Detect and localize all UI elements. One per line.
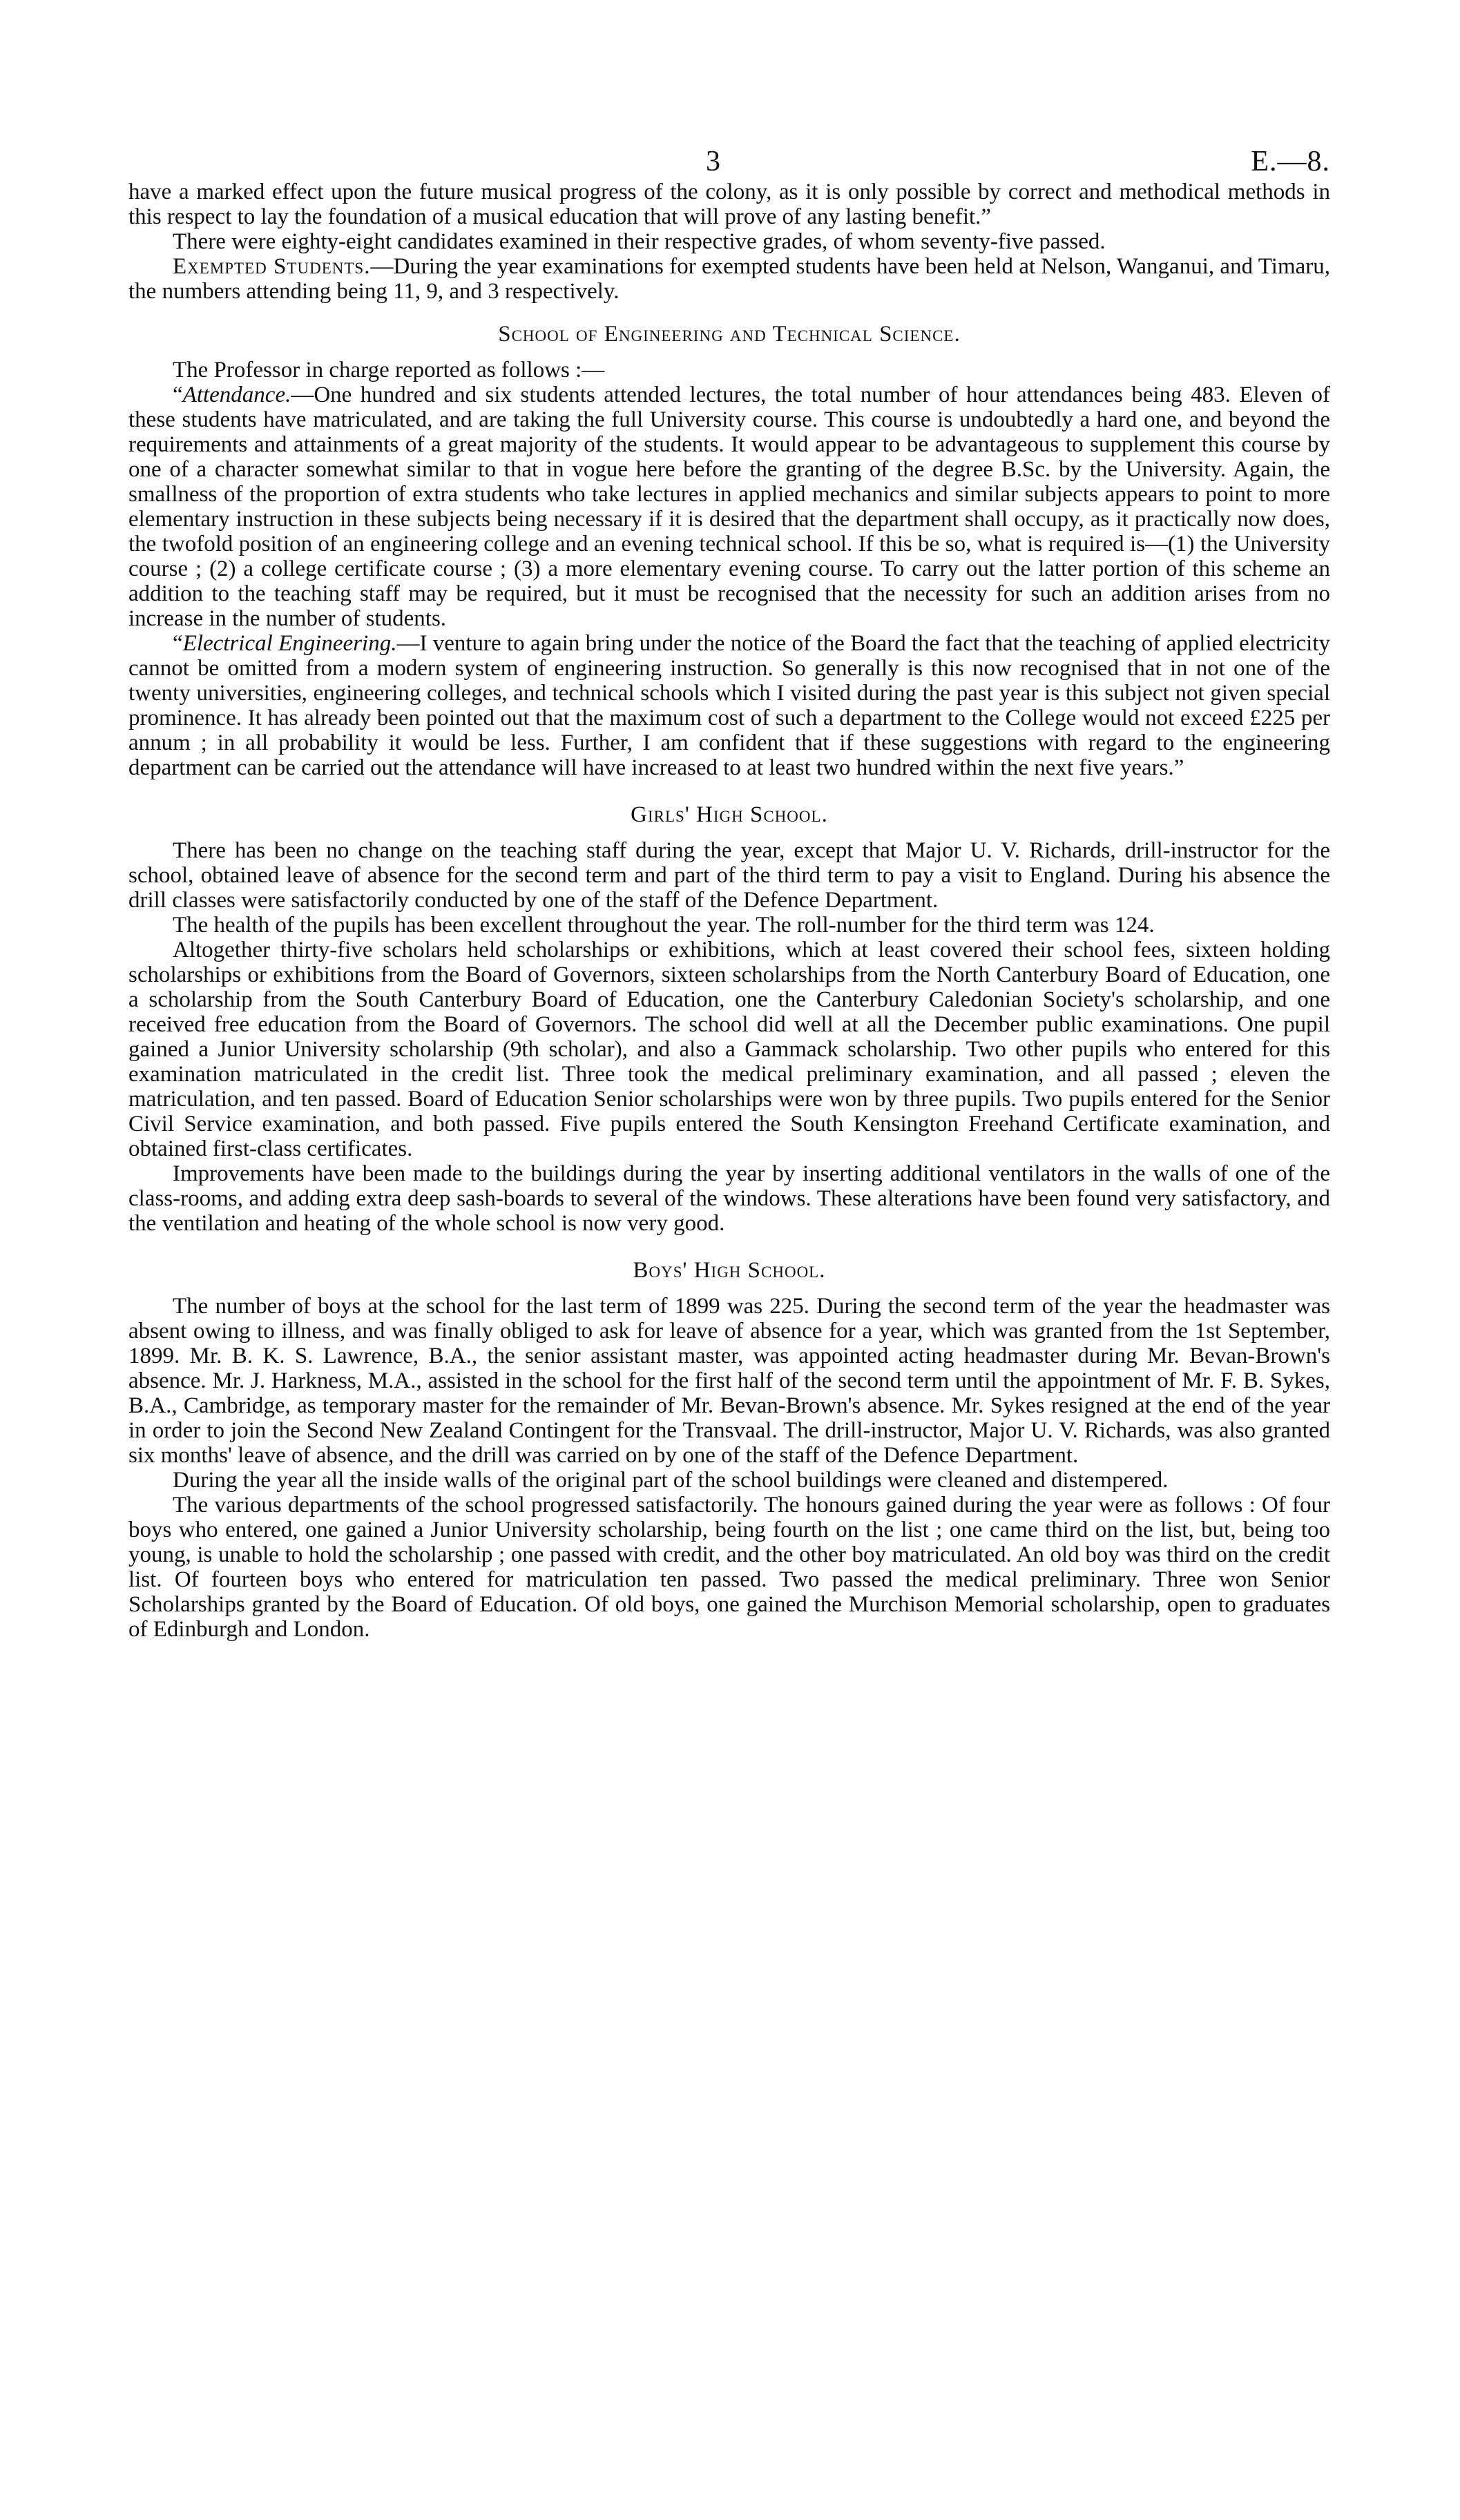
- girls-high-school-section: [128, 802, 1330, 1236]
- girls-paragraph: There has been no change on the teaching staff during the year, except that Major U. V. Richards, drill-instructor for the school, obtained leave of absence for the second term and part of the third term to pay a visit to England. During his absence the drill classes were satisfactorily conducted by one of the staff of the Defence Department.: [128, 838, 1330, 913]
- electrical-engineering-text: —I venture to again bring under the notice of the Board the fact that the teaching of applied electricity cannot be omitted from a modern system of engineering instruction. So generally is this now recognised that in not one of the twenty universities, engineering colleges, and technical schools which I visited during the past year is this subject not given special prominence. It has already been pointed out that the maximum cost of such a department to the College would not exceed £225 per annum ; in all probability it would be less. Further, I am confident that if these suggestions with regard to the engineering department can be carried out the attendance will have increased to at least two hundred within the next five years.”: [128, 631, 1330, 780]
- girls-paragraph: Improvements have been made to the buildings during the year by inserting additional ventilators in the walls of one of the class-rooms, and adding extra deep sash-boards to several of the windows. These alterations have been found very satisfactory, and the ventilation and heating of the whole school is now very good.: [128, 1161, 1330, 1236]
- exempted-students-paragraph: [128, 254, 1330, 304]
- exempted-students-label: Exempted Students.: [173, 254, 371, 279]
- boys-high-school-heading: Boys' High School.: [633, 1258, 826, 1283]
- exempted-students-text: —During the year examinations for exempted students have been held at Nelson, Wanganui, and Timaru, the numbers attending being 11, 9, and 3 respectively.: [128, 254, 1331, 304]
- engineering-section: [128, 322, 1330, 780]
- girls-paragraph: The health of the pupils has been excellent throughout the year. The roll-number for the third term was 124.: [173, 913, 1155, 938]
- girls-paragraph: Altogether thirty-five scholars held scholarships or exhibitions, which at least covered their school fees, sixteen holding scholarships or exhibitions from the Board of Governors, sixteen scholarships from the North Canterbury Board of Education, one a scholarship from the South Canterbury Board of Education, one the Canterbury Caledonian Society's scholarship, and one received free education from the Board of Governors. The school did well at all the December public examinations. One pupil gained a Junior University scholarship (9th scholar), and also a Gammack scholarship. Two other pupils who entered for this examination matriculated in the credit list. Three took the medical preliminary examination, and all passed ; eleven the matriculation, and ten passed. Board of Education Senior scholarships were won by three pupils. Two pupils entered for the Senior Civil Service examination, and both passed. Five pupils entered the South Kensington Freehand Certificate examination, and obtained first-class certificates.: [128, 938, 1330, 1161]
- candidates-paragraph: There were eighty-eight candidates examined in their respective grades, of whom seventy-five passed.: [173, 229, 1106, 254]
- electrical-engineering-label: Electrical Engineering.: [182, 631, 397, 656]
- document-page: [128, 138, 1330, 1642]
- document-reference: E.—8.: [1251, 146, 1330, 177]
- electrical-engineering-paragraph: “Electrical Engineering.—I venture to again bring under the notice of the Board the fact that the teaching of applied electricity cannot be omitted from a modern system of engineering instruction. So generally is this now recognised that in not one of the twenty universities, engineering colleges, and technical schools which I visited during the past year is this subject not given special prominence. It has already been pointed out that the maximum cost of such a department to the College would not exceed £225 per annum ; in all probability it would be less. Further, I am confident that if these suggestions with regard to the engineering department can be carried out the attendance will have increased to at least two hundred within the next five years.”: [128, 631, 1330, 780]
- attendance-paragraph: “Attendance.—One hundred and six students attended lectures, the total number of hour attendances being 483. Eleven of these students have matriculated, and are taking the full University course. This course is undoubtedly a hard one, and beyond the requirements and attainments of a great majority of the students. It would appear to be advantageous to supplement this course by one of a character somewhat similar to that in vogue here before the granting of the degree B.Sc. by the University. Again, the smallness of the proportion of extra students who take lectures in applied mechanics and similar subjects appears to point to more elementary instruction in these subjects being necessary if it is desired that the department shall occupy, as it practically now does, the twofold position of an engineering college and an evening technical school. If this be so, what is required is—(1) the University course ; (2) a college certificate course ; (3) a more elementary evening course. To carry out the latter portion of this scheme an addition to the teaching staff may be required, but it must be recognised that the necessity for such an addition arises from no increase in the number of students.: [128, 382, 1330, 631]
- page-number: 3: [706, 146, 720, 177]
- intro-section: [128, 180, 1330, 304]
- attendance-label: Attendance.: [182, 382, 291, 407]
- engineering-heading: School of Engineering and Technical Science.: [498, 322, 961, 347]
- page-header: [128, 138, 1330, 180]
- continuation-paragraph: have a marked effect upon the future musical progress of the colony, as it is only possible by correct and methodical methods in this respect to lay the foundation of a musical education that will prove of any lasting benefit.”: [128, 180, 1330, 229]
- boys-paragraph: The various departments of the school progressed satisfactorily. The honours gained during the year were as follows : Of four boys who entered, one gained a Junior University scholarship, being fourth on the list ; one came third on the list, but, being too young, is unable to hold the scholarship ; one passed with credit, and the other boy matriculated. An old boy was third on the credit list. Of fourteen boys who entered for matriculation ten passed. Two passed the medical preliminary. Three won Senior Scholarships granted by the Board of Education. Of old boys, one gained the Murchison Memorial scholarship, open to graduates of Edinburgh and London.: [128, 1493, 1330, 1642]
- engineering-intro: The Professor in charge reported as follows :—: [173, 358, 605, 382]
- boys-paragraph: During the year all the inside walls of the original part of the school buildings were cleaned and distempered.: [173, 1468, 1169, 1493]
- girls-high-school-heading: Girls' High School.: [631, 802, 828, 827]
- attendance-text: —One hundred and six students attended lectures, the total number of hour attendances being 483. Eleven of these students have matriculated, and are taking the full University course. This course is undoubtedly a hard one, and beyond the requirements and attainments of a great majority of the students. It would appear to be advantageous to supplement this course by one of a character somewhat similar to that in vogue here before the granting of the degree B.Sc. by the University. Again, the smallness of the proportion of extra students who take lectures in applied mechanics and similar subjects appears to point to more elementary instruction in these subjects being necessary if it is desired that the department shall occupy, as it practically now does, the twofold position of an engineering college and an evening technical school. If this be so, what is required is—(1) the University course ; (2) a college certificate course ; (3) a more elementary evening course. To carry out the latter portion of this scheme an addition to the teaching staff may be required, but it must be recognised that the necessity for such an addition arises from no increase in the number of students.: [128, 382, 1330, 631]
- boys-paragraph: The number of boys at the school for the last term of 1899 was 225. During the second term of the year the headmaster was absent owing to illness, and was finally obliged to ask for leave of absence for a year, which was granted from the 1st September, 1899. Mr. B. K. S. Lawrence, B.A., the senior assistant master, was appointed acting headmaster during Mr. Bevan-Brown's absence. Mr. J. Harkness, M.A., assisted in the school for the first half of the second term until the appointment of Mr. F. B. Sykes, B.A., Cambridge, as temporary master for the remainder of Mr. Bevan-Brown's absence. Mr. Sykes resigned at the end of the year in order to join the Second New Zealand Contingent for the Transvaal. The drill-instructor, Major U. V. Richards, was also granted six months' leave of absence, and the drill was carried on by one of the staff of the Defence Department.: [128, 1294, 1330, 1468]
- boys-high-school-section: [128, 1258, 1330, 1642]
